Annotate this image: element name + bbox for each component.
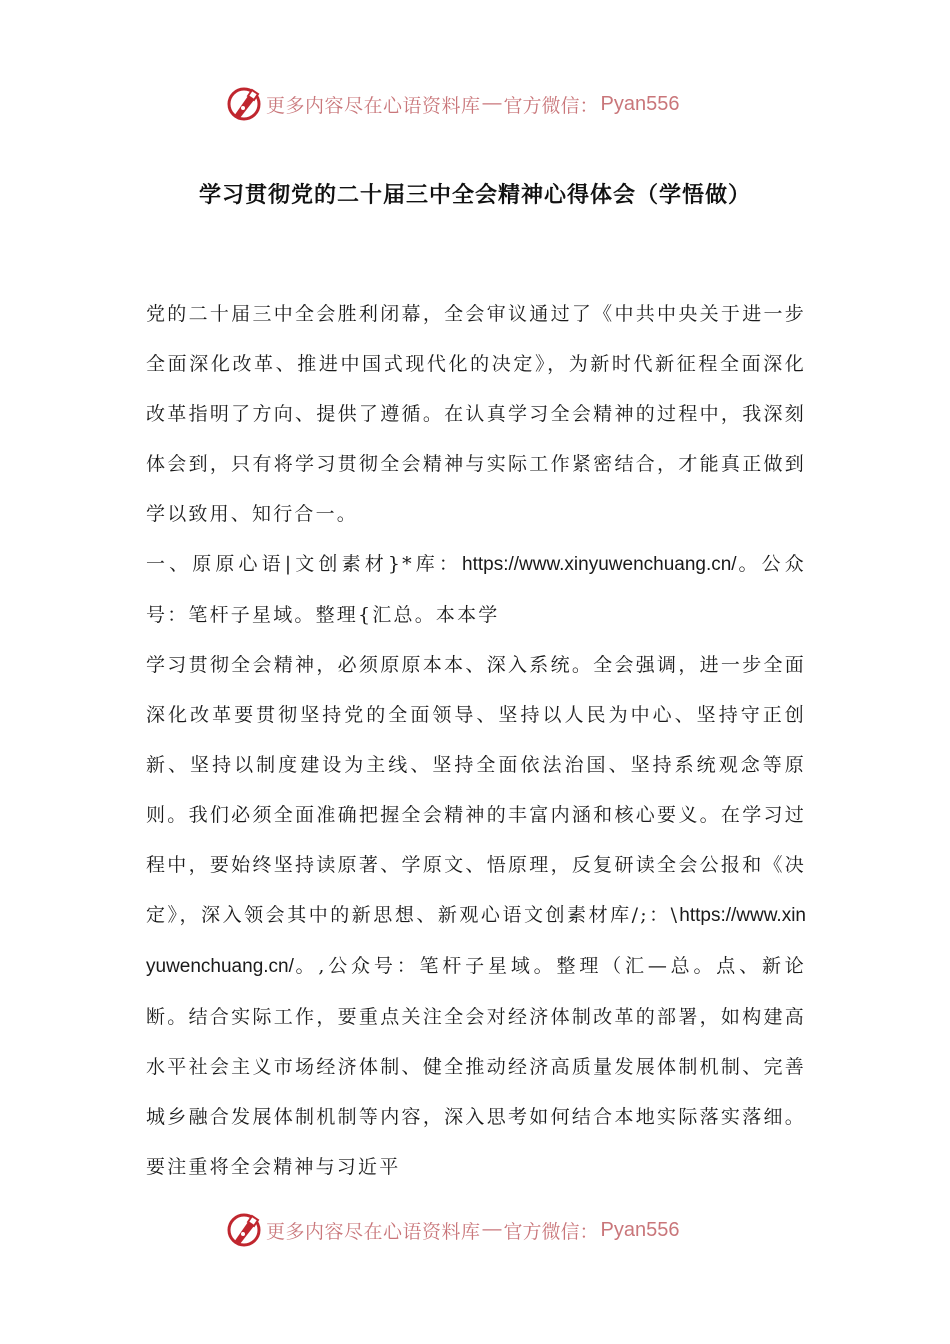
footer-banner — [226, 1212, 680, 1248]
banner-wechat-label: 官方微信： — [503, 94, 599, 117]
section-paragraph — [146, 640, 806, 1192]
section-text-part-2: 。,公众号：笔杆子星域。整理（汇—总。点、新论断。结合实际工作，要重点关注全会对经济体制改革的部署，如构建高水平社会主义市场经济体制、健全推动经济高质量发展体制机制、完善城乡融合发展体制机制等内容，深入思考如何结合本地实际落实落细。要注重将全会精神与习近平 — [146, 955, 806, 1178]
footer-slogan: 更多内容尽在心语资料库 — [266, 1220, 481, 1243]
footer-wechat-label: 官方微信： — [503, 1220, 599, 1243]
intro-paragraph: 党的二十届三中全会胜利闭幕，全会审议通过了《中共中央关于进一步全面深化改革、推进中国式现代化的决定》，为新时代新征程全面深化改革指明了方向、提供了遵循。在认真学习全会精神的过程中，我深刻体会到，只有将学习贯彻全会精神与实际工作紧密结合，才能真正做到学以致用、知行合一。 — [146, 303, 806, 525]
section-text-part-1: 学习贯彻全会精神，必须原原本本、深入系统。全会强调，进一步全面深化改革要贯彻坚持党的全面领导、坚持以人民为中心、坚持守正创新、坚持以制度建设为主线、坚持全面依法治国、坚持系统观念等原则。我们必须全面准确把握全会精神的丰富内涵和核心要义。在学习过程中，要始终坚持读原著、学原文、悟原理，反复研读全会公报和《决定》，深入领会其中的新思想、新观心语文创素材库/;：\ — [146, 654, 806, 926]
footer-wechat-id: Pyan556 — [600, 1218, 680, 1241]
pen-nib-logo-icon — [226, 1212, 262, 1248]
banner-wechat-id: Pyan556 — [600, 92, 680, 115]
section-heading — [146, 539, 806, 640]
section-heading-prefix: 一、原原心语|文创素材}*库： — [146, 553, 462, 575]
banner-slogan: 更多内容尽在心语资料库 — [266, 94, 481, 117]
document-title: 学习贯彻党的二十届三中全会精神心得体会（学悟做） — [198, 183, 751, 208]
pen-nib-logo-icon — [226, 86, 262, 122]
section-heading-url: https://www.xinyuwenchuang.cn/ — [462, 554, 737, 575]
section-text-url: https://www.xinyuwenchuang.cn/ — [146, 905, 806, 977]
banner-separator: — — [482, 93, 502, 114]
section-heading-suffix: 。公众号：笔杆子星域。整理{汇总。本本学 — [146, 553, 806, 626]
document-body — [146, 289, 806, 1192]
footer-separator: — — [482, 1219, 502, 1240]
header-banner — [226, 86, 680, 122]
